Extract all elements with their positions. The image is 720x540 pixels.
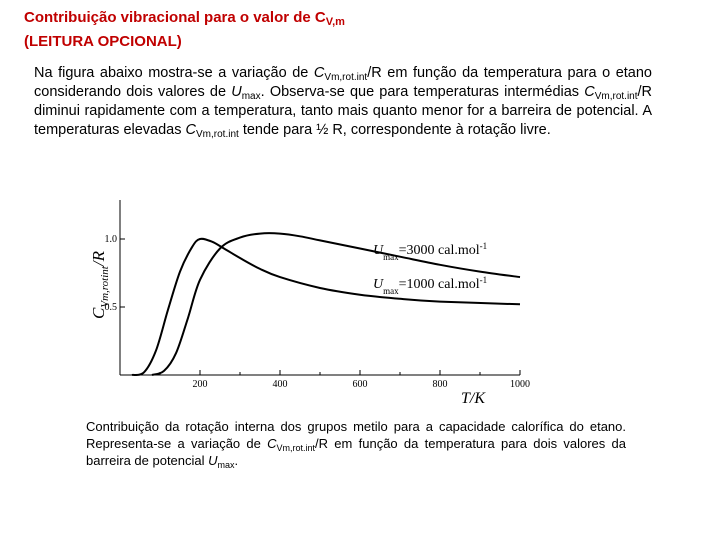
title-line-1-text: Contribuição vibracional para o valor de C xyxy=(24,9,326,26)
caption-text-1: Contribuição da rotação interna dos grupos metilo para a capacidade calorífica do etano. Representa-se a variação de xyxy=(86,419,626,451)
heat-capacity-chart xyxy=(80,195,540,415)
caption-subscript-max: max xyxy=(217,460,235,470)
y-axis-label-tail: /R xyxy=(89,251,108,267)
caption-symbol-u: U xyxy=(208,453,218,468)
series-label-1000-sup: -1 xyxy=(479,275,488,285)
slide-title xyxy=(24,8,345,51)
title-line-2: (LEITURA OPCIONAL) xyxy=(24,33,182,50)
x-tick-label: 1000 xyxy=(510,379,530,390)
intro-symbol-c-2: C xyxy=(584,84,595,100)
intro-text-1: Na figura abaixo mostra-se a variação de xyxy=(34,65,314,81)
intro-subscript-max: max xyxy=(241,91,261,102)
x-axis-label: T/K xyxy=(460,390,486,407)
series-label-1000-sub: max xyxy=(383,286,399,296)
x-tick-label: 600 xyxy=(352,379,368,390)
series-label-3000-text: =3000 cal.mol xyxy=(398,243,480,258)
x-tick-label: 800 xyxy=(432,379,448,390)
y-axis-label-main: C xyxy=(89,307,108,319)
intro-symbol-u: U xyxy=(231,84,242,100)
series-label-3000-prefix: U xyxy=(373,243,384,258)
intro-subscript-1: Vm,rot.int xyxy=(324,72,368,83)
intro-subscript-2: Vm,rot.int xyxy=(594,91,638,102)
caption-text-3: . xyxy=(234,453,239,468)
intro-text-4: /R diminui rapidamente com a temperatura, tanto mais quanto menor for a barreira de potencial. A temperaturas elevadas xyxy=(34,84,653,138)
title-line-1 xyxy=(24,8,345,32)
caption-symbol-c: C xyxy=(267,436,277,451)
chart-svg xyxy=(80,195,540,415)
intro-symbol-c-1: C xyxy=(313,65,325,81)
intro-paragraph xyxy=(34,64,652,140)
y-tick-label: 1.0 xyxy=(104,234,117,245)
caption-text-2: /R em função da temperatura para dois valores da barreira de potencial xyxy=(86,436,626,468)
y-tick-label: 0.5 xyxy=(104,302,117,313)
series-label-1000 xyxy=(373,275,487,296)
intro-text-5: tende para ½ R, correspondente à rotação livre. xyxy=(238,122,551,138)
x-tick-label: 400 xyxy=(272,379,288,390)
intro-text-3: . Observa-se que para temperaturas intermédias xyxy=(260,84,585,100)
series-label-1000-text: =1000 cal.mol xyxy=(398,277,480,292)
intro-subscript-3: Vm,rot.int xyxy=(196,129,239,140)
series-label-1000-prefix: U xyxy=(373,277,384,292)
series-label-3000-sup: -1 xyxy=(479,241,488,251)
caption-subscript-1: Vm,rot.int xyxy=(276,443,316,453)
series-label-3000-sub: max xyxy=(383,252,399,262)
x-tick-label: 200 xyxy=(192,379,208,390)
series-label-3000 xyxy=(373,241,487,262)
intro-text-2: /R em função da temperatura para o etano considerando dois valores de xyxy=(34,65,652,100)
intro-symbol-c-3: C xyxy=(185,122,197,138)
figure-caption xyxy=(86,418,626,469)
title-line-1-subscript: V,m xyxy=(325,16,345,28)
y-axis-label-sub: Vm,rotint xyxy=(99,266,111,308)
